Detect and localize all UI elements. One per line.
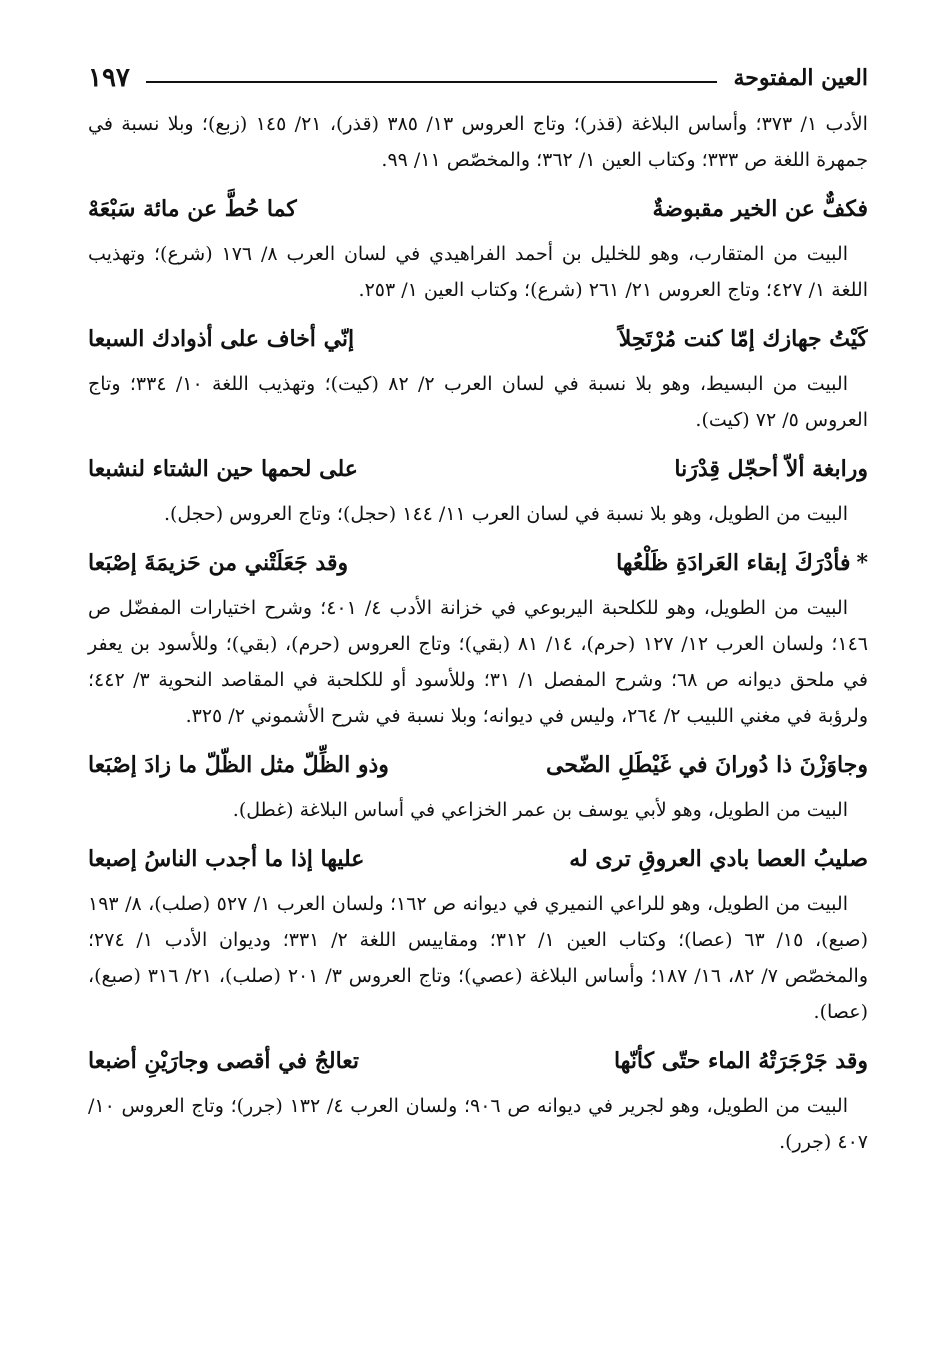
verse-first-hemistich — [616, 542, 868, 584]
poetry-verse — [88, 448, 868, 490]
page-number: ١٩٧ — [88, 63, 130, 93]
poetry-verse — [88, 1040, 868, 1082]
verse-first-text: فأدْرَكَ إبقاء العَرادَةِ ظَلْعُها — [616, 550, 851, 576]
verse-first-hemistich — [653, 188, 868, 230]
verse-second-hemistich: على لحمها حين الشتاء لنشبعا — [88, 456, 358, 482]
commentary-paragraph: الأدب ١/ ٣٧٣؛ وأساس البلاغة (قذر)؛ وتاج العروس ١٣/ ٣٨٥ (قذر)، ٢١/ ١٤٥ (زبع)؛ وبلا نسبة في جمهرة اللغة ص ٣٣٣؛ وكتاب العين ١/ ٣٦٢؛ والمخصّص ١١/ ٩٩. — [88, 113, 868, 171]
verse-first-text: وقد جَرْجَرَتْهُ الماء حتّى كأنّها — [613, 1048, 868, 1074]
verse-first-hemistich — [614, 1040, 868, 1082]
poetry-verse — [88, 838, 868, 880]
verse-first-hemistich — [619, 318, 868, 360]
commentary-paragraph: البيت من الطويل، وهو لجرير في ديوانه ص ٩٠٦؛ ولسان العرب ٤/ ١٣٢ (جرر)؛ وتاج العروس ١٠/ ٤٠٧ (جرر). — [88, 1095, 868, 1153]
commentary-paragraph: البيت من الطويل، وهو للراعي النميري في ديوانه ص ١٦٢؛ ولسان العرب ١/ ٥٢٧ (صلب)، ٨/ ١٩٣ (صبع)، ١٥/ ٦٣ (عصا)؛ وكتاب العين ١/ ٣١٢؛ ومقاييس اللغة ٢/ ٣٣١؛ وديوان الأدب ١/ ٢٧٤؛ والمخصّص ٧/ ٨٢، ١٦/ ١٨٧؛ وأساس البلاغة (عصي)؛ وتاج العروس ٣/ ٢٠١ (صلب)، ٢١/ ٣١٦ (صبع)، (عصا). — [88, 893, 868, 1023]
verse-first-text: وجاوَزْنَ ذا دُورانَ في غَيْطَلِ الضّحى — [546, 752, 868, 778]
poetry-verse — [88, 744, 868, 786]
verse-second-hemistich: إنّي أخاف على أذوادك السبعا — [88, 326, 355, 352]
verse-first-text: كَيْتُ جهازك إمّا كنت مُرْتَحِلاً — [618, 326, 868, 352]
verse-second-hemistich: عليها إذا ما أجدب الناسُ إصبعا — [88, 846, 365, 872]
verse-first-text: فكفٌّ عن الخير مقبوضةٌ — [652, 196, 868, 222]
poetry-verse — [88, 188, 868, 230]
asterisk-mark: * — [856, 550, 868, 576]
commentary-paragraph: البيت من الطويل، وهو لأبي يوسف بن عمر الخزاعي في أساس البلاغة (غطل). — [232, 799, 848, 821]
verse-first-text: ورابغة ألاّ أحجّل قِدْرَنا — [674, 456, 868, 482]
commentary-paragraph: البيت من الطويل، وهو للكلحبة اليربوعي في خزانة الأدب ٤/ ٤٠١؛ وشرح اختيارات المفضّل ص ١٤٦؛ ولسان العرب ١٢/ ١٢٧ (حرم)، ١٤/ ٨١ (بقي)؛ وتاج العروس (حرم)، (بقي)؛ وللأسود بن يعفر في ملحق ديوانه ص ٦٨؛ وشرح المفصل ١/ ٣١؛ وللأسود أو للكلحبة في المقاصد النحوية ٣/ ٤٤٢؛ ولرؤبة في مغني اللبيب ٢/ ٢٦٤، وليس في ديوانه؛ وبلا نسبة في شرح الأشموني ٢/ ٣٢٥. — [88, 597, 868, 727]
commentary-paragraph: البيت من المتقارب، وهو للخليل بن أحمد الفراهيدي في لسان العرب ٨/ ١٧٦ (شرع)؛ وتهذيب اللغة ١/ ٤٢٧؛ وتاج العروس ٢١/ ٢٦١ (شرع)؛ وكتاب العين ١/ ٢٥٣. — [88, 243, 868, 301]
running-header — [88, 58, 868, 98]
verse-second-hemistich: كما حُطَّ عن مائة سَبْعَهْ — [88, 196, 297, 222]
verse-first-hemistich — [674, 448, 868, 490]
verse-second-hemistich: وقد جَعَلَتْني من حَزيمَةَ إصْبَعا — [88, 550, 349, 576]
chapter-title: العين المفتوحة — [733, 65, 868, 91]
verse-second-hemistich: تعالجُ في أقصى وجارَيْنِ أضبعا — [88, 1048, 360, 1074]
verse-first-hemistich — [569, 838, 868, 880]
verse-second-hemistich: وذو الظِّلّ مثل الظّلّ ما زادَ إصْبَعا — [88, 752, 389, 778]
verse-first-hemistich — [546, 744, 868, 786]
commentary-paragraph: البيت من الطويل، وهو بلا نسبة في لسان العرب ١١/ ١٤٤ (حجل)؛ وتاج العروس (حجل). — [163, 503, 848, 525]
verse-first-text: صليبُ العصا بادي العروقِ ترى له — [569, 846, 868, 872]
poetry-verse — [88, 542, 868, 584]
page-body — [88, 106, 868, 1160]
commentary-paragraph: البيت من البسيط، وهو بلا نسبة في لسان العرب ٢/ ٨٢ (كيت)؛ وتهذيب اللغة ١٠/ ٣٣٤؛ وتاج العروس ٥/ ٧٢ (كيت). — [88, 373, 868, 431]
header-rule — [146, 81, 718, 83]
poetry-verse — [88, 318, 868, 360]
